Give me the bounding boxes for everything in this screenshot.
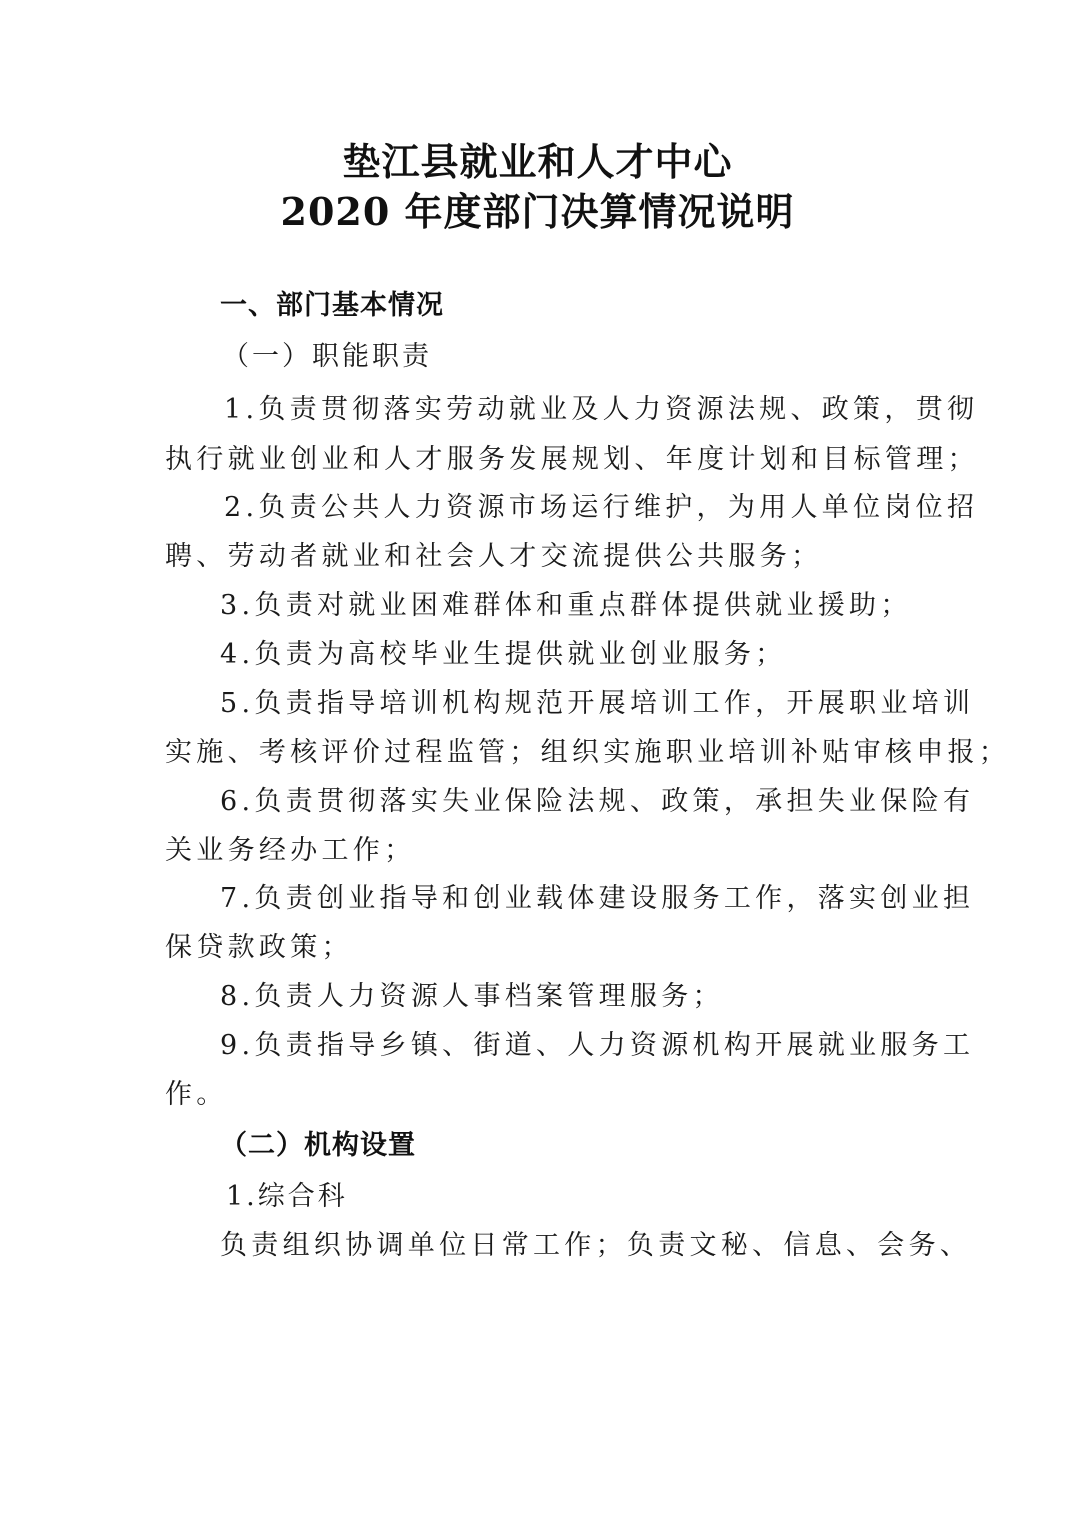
duty-line: 实施、考核评价过程监管；组织实施职业培训补贴审核申报； (165, 737, 1011, 768)
duty-line: 8.负责人力资源人事档案管理服务； (220, 981, 724, 1012)
subsection-heading-organization: （二）机构设置 (220, 1130, 416, 1161)
duty-line: 7.负责创业指导和创业载体建设服务工作，落实创业担 (220, 883, 975, 914)
section-heading-basic-info: 一、部门基本情况 (220, 290, 444, 321)
dept-description-line: 负责组织协调单位日常工作；负责文秘、信息、会务、 (220, 1230, 972, 1261)
document-title-line1: 垫江县就业和人才中心 (342, 139, 733, 184)
duty-line: 关业务经办工作； (165, 835, 416, 866)
duty-line: 作。 (165, 1079, 228, 1110)
duty-line: 4.负责为高校毕业生提供就业创业服务； (220, 639, 787, 670)
dept-heading-general-office: 1.综合科 (226, 1181, 348, 1212)
duty-line: 2.负责公共人力资源市场运行维护，为用人单位岗位招 (224, 492, 979, 523)
subsection-heading-duties: （一）职能职责 (222, 341, 432, 372)
duty-line: 1.负责贯彻落实劳动就业及人力资源法规、政策，贯彻 (224, 394, 979, 425)
duty-line: 3.负责对就业困难群体和重点群体提供就业援助； (220, 590, 912, 621)
duty-line: 5.负责指导培训机构规范开展培训工作，开展职业培训 (220, 688, 975, 719)
duty-line: 执行就业创业和人才服务发展规划、年度计划和目标管理； (165, 444, 979, 475)
duty-line: 9.负责指导乡镇、街道、人力资源机构开展就业服务工 (220, 1030, 975, 1061)
duty-line: 聘、劳动者就业和社会人才交流提供公共服务； (165, 541, 823, 572)
duty-line: 6.负责贯彻落实失业保险法规、政策，承担失业保险有 (220, 786, 975, 817)
duty-line: 保贷款政策； (165, 932, 353, 963)
document-title-line2: 2020 年度部门决算情况说明 (280, 189, 795, 234)
